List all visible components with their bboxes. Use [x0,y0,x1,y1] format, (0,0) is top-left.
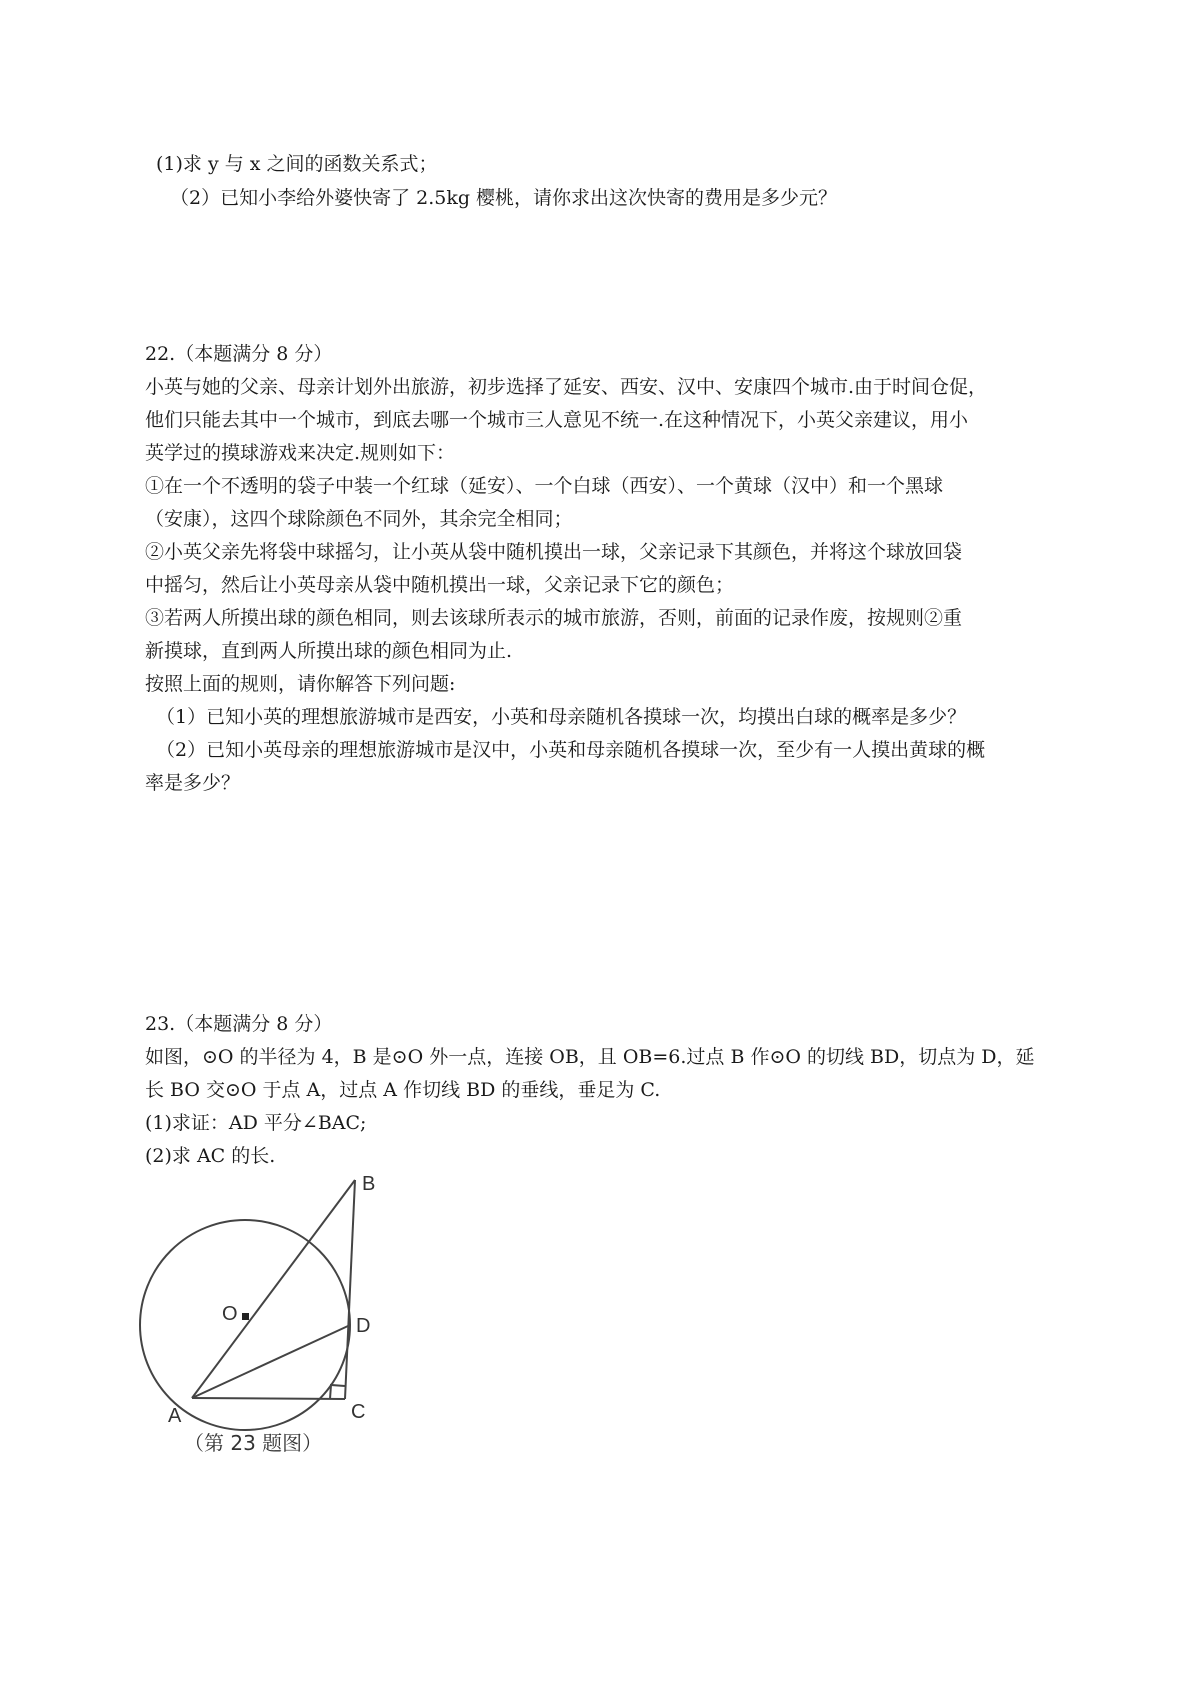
q23-line-2: 长 BO 交⊙O 于点 A，过点 A 作切线 BD 的垂线，垂足为 C. [145,1079,661,1101]
q22-line-10: 按照上面的规则，请你解答下列问题: [145,673,456,695]
line-ab [192,1180,355,1398]
line-ad [192,1326,348,1398]
line-ac [192,1398,345,1399]
geometry-figure [120,1160,420,1460]
q23-heading: 23.（本题满分 8 分） [145,1013,333,1035]
q22-line-1: 小英与她的父亲、母亲计划外出旅游，初步选择了延安、西安、汉中、安康四个城市.由于时间仓促， [145,376,988,398]
q22-line-8: ③若两人所摸出球的颜色相同，则去该球所表示的城市旅游，否则，前面的记录作废，按规则②重 [145,607,963,629]
figure-caption: （第 23 题图） [184,1431,323,1455]
right-angle-mark [330,1385,345,1399]
label-o: O [222,1303,238,1325]
q22-line-9: 新摸球，直到两人所摸出球的颜色相同为止. [145,640,513,662]
center-point [242,1313,249,1320]
q22-line-5: （安康），这四个球除颜色不同外，其余完全相同； [145,508,573,530]
q22-part2-line2: 率是多少？ [145,772,241,794]
line-bc [345,1180,355,1399]
q23-part2: (2)求 AC 的长. [145,1145,276,1167]
q23-line-1: 如图，⊙O 的半径为 4，B 是⊙O 外一点，连接 OB，且 OB=6.过点 B 作⊙O 的切线 BD，切点为 D，延 [145,1046,1035,1068]
label-d: D [356,1315,371,1337]
q21-part2: （2）已知小李给外婆快寄了 2.5kg 樱桃，请你求出这次快寄的费用是多少元？ [170,187,838,209]
q22-line-3: 英学过的摸球游戏来决定.规则如下： [145,442,456,464]
label-b: B [362,1173,376,1195]
q22-line-7: 中摇匀，然后让小英母亲从袋中随机摸出一球，父亲记录下它的颜色； [145,574,735,596]
q22-part1: （1）已知小英的理想旅游城市是西安，小英和母亲随机各摸球一次，均摸出白球的概率是多少？ [156,706,967,728]
q21-part1: (1)求 y 与 x 之间的函数关系式； [156,153,438,175]
q23-part1: (1)求证：AD 平分∠BAC; [145,1112,367,1134]
q22-part2-line1: （2）已知小英母亲的理想旅游城市是汉中，小英和母亲随机各摸球一次，至少有一人摸出黄球的概 [156,739,986,761]
label-a: A [168,1405,182,1427]
q22-line-2: 他们只能去其中一个城市，到底去哪一个城市三人意见不统一.在这种情况下，小英父亲建议，用小 [145,409,969,431]
label-c: C [351,1401,366,1423]
q22-heading: 22.（本题满分 8 分） [145,343,333,365]
q22-line-4: ①在一个不透明的袋子中装一个红球（延安）、一个白球（西安）、一个黄球（汉中）和一个黑球 [145,475,944,497]
q22-line-6: ②小英父亲先将袋中球摇匀，让小英从袋中随机摸出一球，父亲记录下其颜色，并将这个球放回袋 [145,541,963,563]
